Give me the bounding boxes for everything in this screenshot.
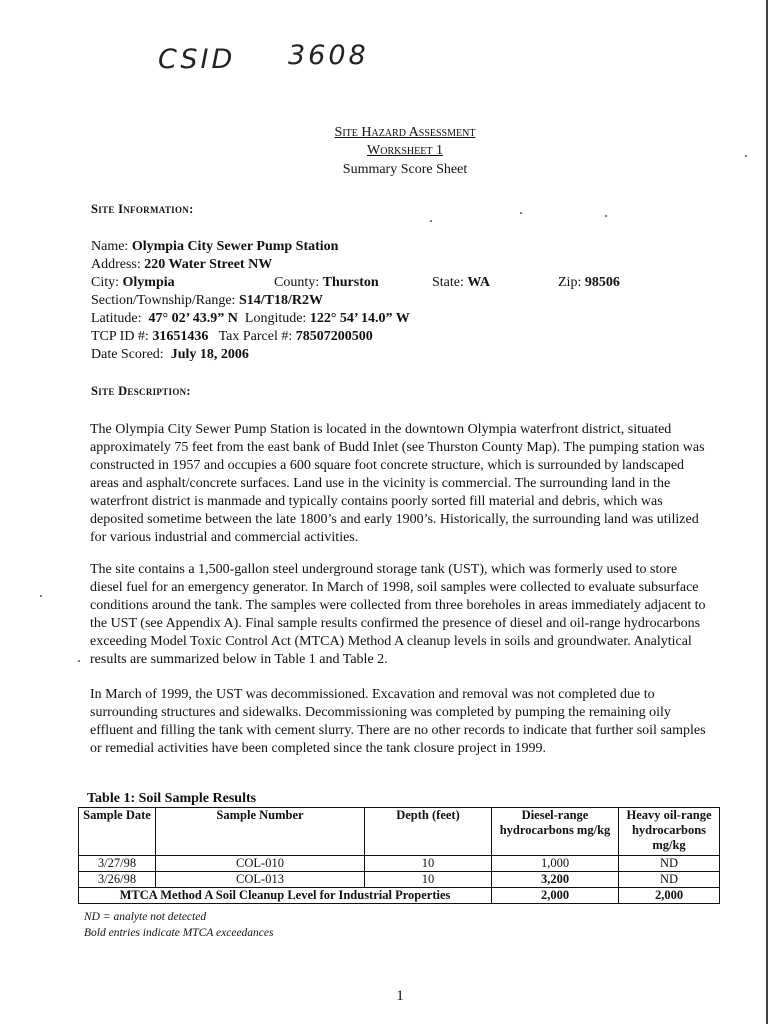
table-row: 3/27/98 COL-010 10 1,000 ND <box>79 856 720 872</box>
table-caption: Table 1: Soil Sample Results <box>87 791 257 806</box>
scan-speck <box>605 215 607 217</box>
location-line: City: Olympia County: Thurston State: WA Zip: 98506 <box>91 275 620 290</box>
handwritten-csid-label: CSID <box>158 44 236 75</box>
footnote-nd: ND = analyte not detected <box>84 911 207 923</box>
site-city: Olympia <box>122 275 175 290</box>
site-longitude: 122° 54’ 14.0” W <box>309 311 410 326</box>
scan-speck <box>430 220 432 222</box>
header-sample-number: Sample Number <box>156 808 365 856</box>
description-paragraph-3: In March of 1999, the UST was decommissioned. Excavation and removal was not completed due to surrounding structures and sidewalks. Decommissioning was completed by pumping the remaining oily effluent and filling the tank with cement slurry. There are no other records to indicate that further soil samples or remedial activities have been completed since the tank closure project in 1999. <box>90 687 706 756</box>
table-footnotes <box>84 909 273 941</box>
site-latitude: 47° 02’ 43.9” N <box>148 311 238 326</box>
table-header-row <box>79 808 720 856</box>
table-row: 3/26/98 COL-013 10 3,200 ND <box>79 872 720 888</box>
header-heavy-oil: Heavy oil-range hydrocarbons mg/kg <box>619 808 720 856</box>
mtca-cleanup-row: MTCA Method A Soil Cleanup Level for Industrial Properties 2,000 2,000 <box>79 888 720 904</box>
site-information-heading: Site Information: <box>91 202 194 216</box>
handwritten-csid-number: 3608 <box>288 40 369 71</box>
scan-speck <box>745 155 747 157</box>
description-paragraph-1: The Olympia City Sewer Pump Station is located in the downtown Olympia waterfront district, situated approximately 75 feet from the east bank of Budd Inlet (see Thurston County Map). The pumping station was constructed in 1957 and occupies a 600 square foot concrete structure, which is surrounded by landscaped areas and asphalt/concrete surfaces. Land use in the vicinity is commercial. The surrounding land in the waterfront district is manmade and typically contains poorly sorted fill material and debris, which was deposited sometime between the late 1800’s and early 1900’s. Historically, the surrounding land was utilized for various industrial and commercial activities. <box>90 422 705 545</box>
site-county: Thurston <box>322 275 379 290</box>
worksheet-label: Worksheet 1 <box>367 143 443 158</box>
scan-speck <box>520 212 522 214</box>
site-address: 220 Water Street NW <box>144 257 273 272</box>
site-description-heading: Site Description: <box>91 384 191 398</box>
site-str: S14/T18/R2W <box>238 293 323 308</box>
coordinates-line: Latitude: 47° 02’ 43.9” N Longitude: 122° 54’ 14.0” W <box>91 311 410 326</box>
tcp-id: 31651436 <box>152 329 209 344</box>
page-title: Site Hazard Assessment <box>334 125 476 140</box>
date-scored: July 18, 2006 <box>170 347 249 362</box>
header-sample-date: Sample Date <box>79 808 156 856</box>
name-line: Name: Olympia City Sewer Pump Station <box>91 239 339 254</box>
ids-line: TCP ID #: 31651436 Tax Parcel #: 78507200500 <box>91 329 373 344</box>
site-name: Olympia City Sewer Pump Station <box>131 239 339 254</box>
scan-speck <box>78 660 80 662</box>
date-line: Date Scored: July 18, 2006 <box>91 347 249 362</box>
scan-speck <box>40 595 42 597</box>
str-line: Section/Township/Range: S14/T18/R2W <box>91 293 323 308</box>
header-diesel: Diesel-range hydrocarbons mg/kg <box>492 808 619 856</box>
exceedance-value: 3,200 <box>492 872 619 888</box>
description-paragraph-2: The site contains a 1,500-gallon steel underground storage tank (UST), which was formerly used to store diesel fuel for an emergency generator. In March of 1998, soil samples were collected to evaluate subsurface conditions around the tank. The samples were collected from three boreholes in areas immediately adjacent to the UST (see Appendix A). Final sample results confirmed the presence of diesel and oil-range hydrocarbons exceeding Model Toxic Control Act (MTCA) Method A cleanup levels in soils and groundwater. Analytical results are summarized below in Table 1 and Table 2. <box>90 562 706 667</box>
site-information-block <box>91 238 731 364</box>
site-zip: 98506 <box>584 275 620 290</box>
site-state: WA <box>467 275 490 290</box>
page-number: 1 <box>396 988 404 1004</box>
soil-sample-table <box>78 807 720 904</box>
address-line: Address: 220 Water Street NW <box>91 257 273 272</box>
header-depth: Depth (feet) <box>365 808 492 856</box>
scan-edge-line <box>766 0 768 1024</box>
footnote-bold: Bold entries indicate MTCA exceedances <box>84 927 274 939</box>
page-subtitle: Summary Score Sheet <box>342 162 468 177</box>
tax-parcel: 78507200500 <box>295 329 373 344</box>
